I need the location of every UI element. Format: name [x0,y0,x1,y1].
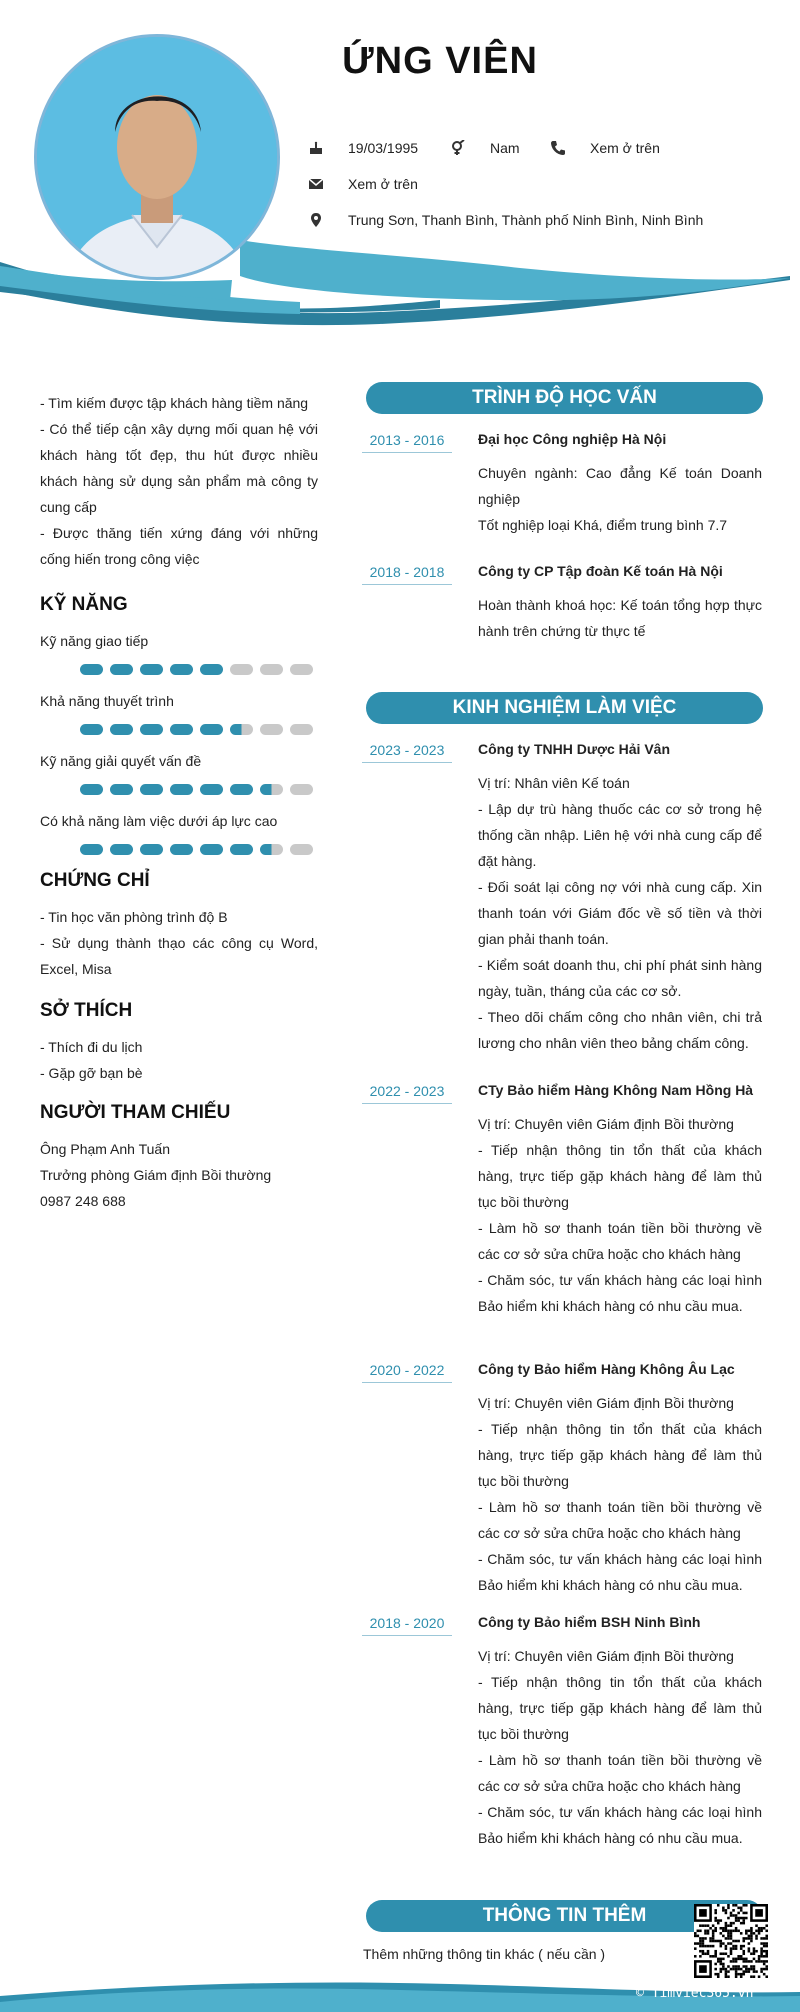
phone: Xem ở trên [590,140,660,156]
objective-section [40,390,318,572]
objective-item: - Được thăng tiến xứng đáng với những cống hiến trong công việc [40,525,318,567]
education-title: TRÌNH ĐỘ HỌC VẤN [366,382,763,414]
skill-level-dot [230,844,253,855]
objective-item: - Tìm kiếm được tập khách hàng tiềm năng [40,395,309,411]
education-period: 2013 - 2016 [362,432,452,453]
skill-name: Có khả năng làm việc dưới áp lực cao [40,813,278,829]
skill-level-dot [200,844,223,855]
skill-level-dot [110,664,133,675]
experience-entry [478,1611,762,1851]
email-row [308,176,418,192]
gender: Nam [490,140,520,156]
skill-level-dot [140,784,163,795]
experience-line: Vị trí: Chuyên viên Giám định Bồi thường [478,1116,734,1132]
references-title: NGƯỜI THAM CHIẾU [40,1102,231,1123]
skill-level-meter [80,664,313,675]
hobbies-title: SỞ THÍCH [40,1000,133,1021]
skill-level-dot [110,844,133,855]
watermark: © Timviec365.vn [636,1986,754,2001]
experience-line: - Làm hồ sơ thanh toán tiền bồi thường về các cơ sở sửa chữa hoặc cho khách hàng [478,1752,762,1794]
skill-level-dot [80,664,103,675]
experience-period: 2023 - 2023 [362,742,452,763]
candidate-photo [34,34,280,280]
birthday-cake-icon [308,140,324,156]
experience-org: Công ty TNHH Dược Hải Vân [478,741,670,757]
experience-line: - Chăm sóc, tư vấn khách hàng các loại hình Bảo hiểm khi khách hàng có nhu cầu mua. [478,1551,762,1593]
skill-level-dot [80,784,103,795]
certificates-section [40,868,318,982]
reference-line: 0987 248 688 [40,1193,126,1209]
hobby-item: - Gặp gỡ bạn bè [40,1065,143,1081]
extra-info-text: Thêm những thông tin khác ( nếu cần ) [363,1946,606,1962]
certificate-item: - Tin học văn phòng trình độ B [40,909,228,925]
reference-line: Trưởng phòng Giám định Bồi thường [40,1167,272,1183]
skill-level-meter [80,844,313,855]
skill-level-dot [140,664,163,675]
experience-org: Công ty Bảo hiểm Hàng Không Âu Lạc [478,1361,735,1377]
education-entry [478,560,762,644]
skill-level-dot [170,844,193,855]
skill-level-dot [140,724,163,735]
education-org: Công ty CP Tập đoàn Kế toán Hà Nội [478,563,723,579]
skill-level-dot [110,784,133,795]
experience-line: - Lập dự trù hàng thuốc các cơ sở trong hệ thống cần nhập. Liên hệ với nhà cung cấp để đặt hàng. [478,801,762,869]
skill-level-dot [290,844,313,855]
skill-level-meter [80,784,313,795]
experience-line: - Tiếp nhận thông tin tổn thất của khách hàng, trực tiếp gặp khách hàng để làm thủ tục bồi thường [478,1421,762,1489]
education-line: Hoàn thành khoá học: Kế toán tổng hợp thực hành trên chứng từ thực tế [478,597,762,639]
experience-line: - Chăm sóc, tư vấn khách hàng các loại hình Bảo hiểm khi khách hàng có nhu cầu mua. [478,1804,762,1846]
skill-level-dot [230,784,253,795]
skill-level-dot [260,844,283,855]
experience-period: 2018 - 2020 [362,1615,452,1636]
skill-name: Khả năng thuyết trình [40,693,174,709]
education-period: 2018 - 2018 [362,564,452,585]
experience-entry [478,1358,762,1598]
phone-row [550,140,660,156]
experience-org: CTy Bảo hiểm Hàng Không Nam Hồng Hà [478,1082,754,1098]
experience-title: KINH NGHIỆM LÀM VIỆC [366,692,763,724]
skill-level-dot [230,664,253,675]
birthdate: 19/03/1995 [348,140,419,156]
experience-line: - Kiểm soát doanh thu, chi phí phát sinh hàng ngày, tuần, tháng của các cơ sở. [478,957,762,999]
qr-code [694,1904,768,1978]
objective-item: - Có thể tiếp cận xây dựng mối quan hệ với khách hàng tốt đẹp, thu hút được nhiều khách hàng sử dụng sản phẩm mà công ty cung cấp [40,421,318,515]
skill-level-dot [80,844,103,855]
skill-level-dot [290,724,313,735]
skill-name: Kỹ năng giải quyết vấn đề [40,753,202,769]
experience-line: - Theo dõi chấm công cho nhân viên, chi trả lương cho nhân viên theo bảng chấm công. [478,1009,762,1051]
experience-org: Công ty Bảo hiểm BSH Ninh Bình [478,1614,701,1630]
address: Trung Sơn, Thanh Bình, Thành phố Ninh Bình, Ninh Bình [348,212,704,228]
experience-line: - Làm hồ sơ thanh toán tiền bồi thường về các cơ sở sửa chữa hoặc cho khách hàng [478,1499,762,1541]
experience-entry [478,738,762,1056]
experience-line: Vị trí: Chuyên viên Giám định Bồi thường [478,1395,734,1411]
hobby-item: - Thích đi du lịch [40,1039,143,1055]
gender-icon [450,140,466,156]
education-line: Tốt nghiệp loại Khá, điểm trung bình 7.7 [478,517,728,533]
skill-level-dot [290,784,313,795]
skill-level-dot [170,784,193,795]
email-icon [308,176,324,192]
experience-line: Vị trí: Nhân viên Kế toán [478,775,630,791]
hobbies-section [40,998,318,1086]
skill-level-dot [230,724,253,735]
experience-line: - Làm hồ sơ thanh toán tiền bồi thường về các cơ sở sửa chữa hoặc cho khách hàng [478,1220,762,1262]
extra-info-title: THÔNG TIN THÊM [366,1900,763,1932]
skill-level-dot [260,664,283,675]
skill-level-dot [170,724,193,735]
skill-level-dot [170,664,193,675]
references-section [40,1100,318,1214]
education-entry [478,428,762,538]
skills-title-wrap [40,592,318,618]
education-org: Đại học Công nghiệp Hà Nội [478,431,667,447]
skill-level-dot [200,724,223,735]
gender-row [450,140,520,156]
skill-level-dot [200,664,223,675]
skill-level-dot [140,844,163,855]
certificates-title: CHỨNG CHỈ [40,870,150,891]
birthdate-row [308,140,418,156]
skills-title: KỸ NĂNG [40,594,128,615]
skill-level-dot [80,724,103,735]
education-line: Chuyên ngành: Cao đẳng Kế toán Doanh nghiệp [478,465,762,507]
experience-line: - Tiếp nhận thông tin tổn thất của khách hàng, trực tiếp gặp khách hàng để làm thủ tục bồi thường [478,1142,762,1210]
skill-level-dot [260,784,283,795]
candidate-name: ỨNG VIÊN [342,40,538,82]
experience-line: Vị trí: Chuyên viên Giám định Bồi thường [478,1648,734,1664]
address-row [308,212,703,228]
experience-period: 2020 - 2022 [362,1362,452,1383]
skill-level-dot [200,784,223,795]
location-pin-icon [308,212,324,228]
skill-level-dot [290,664,313,675]
phone-icon [550,140,566,156]
skill-level-dot [110,724,133,735]
skill-level-meter [80,724,313,735]
skill-name: Kỹ năng giao tiếp [40,633,149,649]
reference-line: Ông Phạm Anh Tuấn [40,1141,170,1157]
experience-line: - Đối soát lại công nợ với nhà cung cấp. Xin thanh toán với Giám đốc về số tiền và thời gian phải thanh toán. [478,879,762,947]
experience-line: - Chăm sóc, tư vấn khách hàng các loại hình Bảo hiểm khi khách hàng có nhu cầu mua. [478,1272,762,1314]
experience-entry [478,1079,762,1319]
experience-period: 2022 - 2023 [362,1083,452,1104]
certificate-item: - Sử dụng thành thạo các công cụ Word, Excel, Misa [40,935,318,977]
email: Xem ở trên [348,176,418,192]
experience-line: - Tiếp nhận thông tin tổn thất của khách hàng, trực tiếp gặp khách hàng để làm thủ tục bồi thường [478,1674,762,1742]
skill-level-dot [260,724,283,735]
